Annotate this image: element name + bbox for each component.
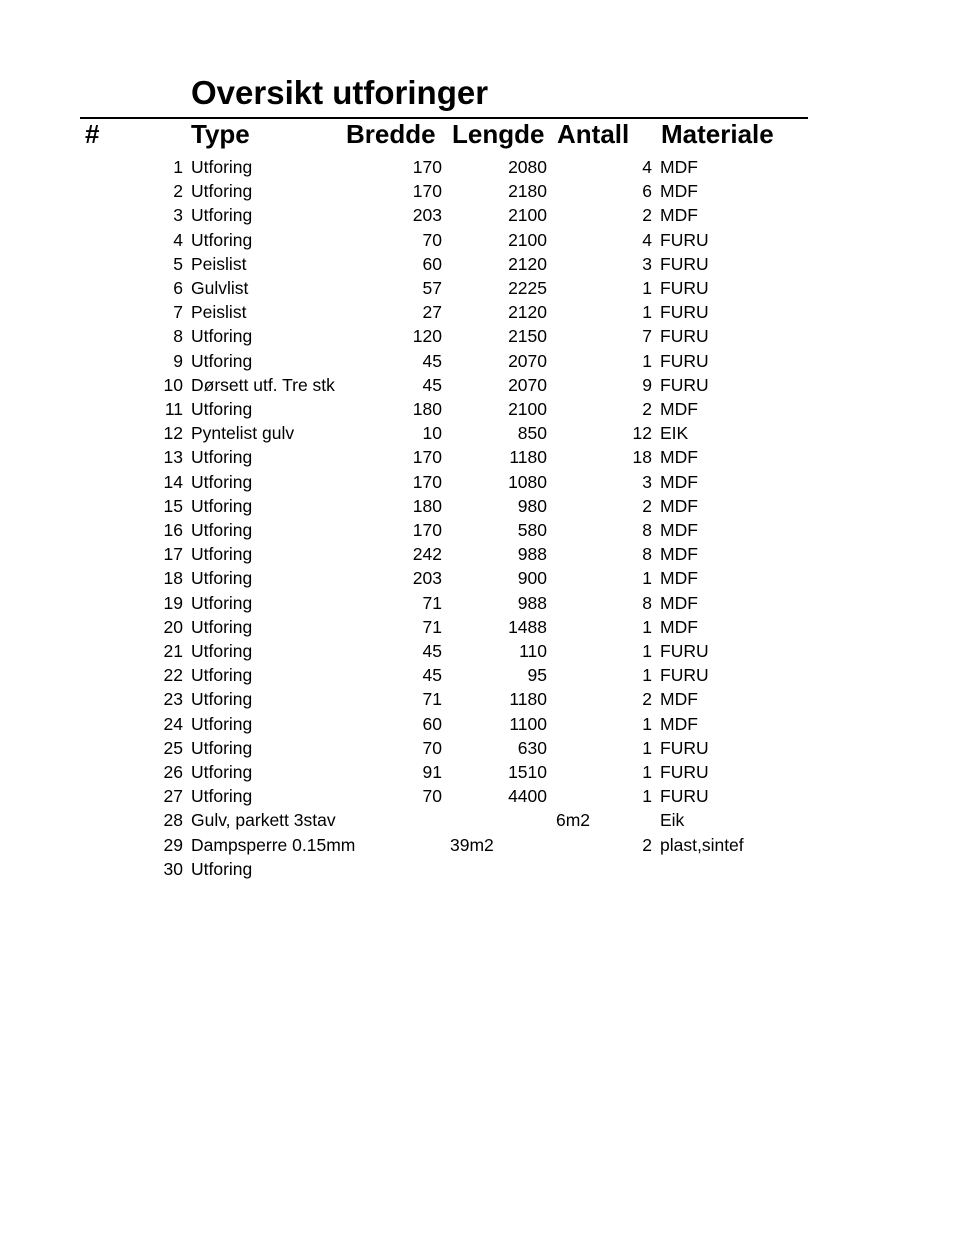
cell-bredde: 120: [412, 326, 442, 347]
row-number: 29: [163, 834, 183, 855]
table-row: [0, 228, 960, 252]
row-number: 6: [173, 278, 183, 298]
cell-lengde: 110: [519, 641, 547, 661]
cell-bredde: 70: [422, 786, 442, 807]
cell-materiale: FURU: [660, 786, 709, 807]
table-row: [0, 687, 960, 711]
row-number: 3: [173, 205, 183, 226]
cell-materiale: FURU: [660, 762, 709, 782]
row-number: 30: [163, 858, 183, 879]
row-number: 7: [173, 302, 183, 323]
header-num: #: [85, 119, 100, 149]
table-row: [0, 252, 960, 276]
cell-bredde: 71: [422, 592, 442, 613]
row-number: 20: [163, 616, 183, 637]
row-number: 15: [163, 495, 183, 516]
cell-antall: 12: [632, 423, 652, 444]
cell-antall: 1: [642, 713, 652, 734]
cell-antall: 8: [642, 520, 652, 540]
cell-antall: 1: [642, 737, 652, 758]
row-number: 2: [173, 181, 183, 202]
header-antall: Antall: [557, 119, 630, 149]
cell-materiale: FURU: [660, 253, 709, 274]
table-row: [0, 373, 960, 397]
cell-type: Gulvlist: [191, 278, 249, 298]
cell-lengde: 2100: [508, 229, 547, 250]
cell-type: Dampsperre 0.15mm: [191, 834, 356, 855]
cell-antall: 1: [642, 568, 652, 589]
cell-materiale: MDF: [660, 157, 698, 177]
cell-type: Utforing: [191, 858, 253, 879]
cell-type: Pyntelist gulv: [191, 423, 295, 444]
cell-materiale: FURU: [660, 374, 709, 395]
cell-materiale: FURU: [660, 641, 709, 661]
row-number: 13: [163, 447, 183, 468]
row-number: 18: [163, 568, 183, 589]
cell-lengde: 1100: [509, 713, 547, 734]
table-row: [0, 445, 960, 469]
cell-lengde: 2080: [508, 157, 547, 177]
cell-type: Utforing: [191, 157, 253, 177]
table-row: [0, 349, 960, 373]
cell-type: Utforing: [191, 229, 253, 250]
cell-lengde: 1180: [509, 689, 547, 710]
cell-materiale: FURU: [660, 350, 709, 371]
cell-materiale: MDF: [660, 205, 698, 226]
table-row: [0, 494, 960, 518]
cell-type: Utforing: [191, 350, 253, 371]
cell-type: Peislist: [191, 302, 247, 323]
cell-materiale: FURU: [660, 737, 709, 758]
header-type: Type: [191, 119, 250, 149]
cell-antall: 3: [642, 253, 652, 274]
cell-antall: 8: [642, 592, 652, 613]
header-lengde: Lengde: [452, 119, 545, 149]
table-row: [0, 179, 960, 203]
row-number: 8: [173, 326, 183, 347]
cell-type: Utforing: [191, 616, 253, 637]
table-row: [0, 542, 960, 566]
cell-bredde: 170: [412, 447, 442, 468]
cell-bredde: 71: [422, 689, 442, 710]
cell-lengde: 2070: [508, 374, 547, 395]
cell-lengde: 630: [517, 737, 547, 758]
cell-bredde: 27: [422, 302, 442, 323]
row-number: 11: [164, 399, 183, 419]
cell-antall: 18: [632, 447, 652, 468]
row-number: 10: [163, 374, 183, 395]
cell-materiale: FURU: [660, 665, 709, 686]
cell-lengde: 39m2: [450, 834, 494, 855]
table-row: [0, 300, 960, 324]
cell-bredde: 170: [412, 181, 442, 202]
row-number: 12: [163, 423, 183, 444]
cell-lengde: 2070: [508, 350, 547, 371]
cell-lengde: 2180: [508, 181, 547, 202]
cell-antall: 9: [642, 374, 652, 395]
cell-lengde: 580: [517, 520, 547, 540]
cell-materiale: FURU: [660, 229, 709, 250]
cell-antall: 6: [642, 181, 652, 202]
row-number: 9: [173, 350, 183, 371]
cell-antall: 4: [642, 229, 652, 250]
row-number: 19: [163, 592, 183, 613]
cell-bredde: 91: [422, 762, 442, 782]
cell-bredde: 57: [422, 278, 442, 298]
cell-type: Gulv, parkett 3stav: [191, 810, 336, 831]
cell-antall: 1: [642, 641, 652, 661]
row-number: 16: [163, 520, 183, 540]
cell-bredde: 242: [412, 544, 442, 565]
cell-materiale: Eik: [660, 810, 685, 831]
cell-lengde: 95: [527, 665, 547, 686]
row-number: 5: [173, 253, 183, 274]
cell-type: Utforing: [191, 568, 253, 589]
cell-bredde: 45: [422, 641, 442, 661]
cell-lengde: 2225: [508, 278, 547, 298]
header-materiale: Materiale: [661, 119, 774, 149]
table-row: [0, 397, 960, 421]
cell-antall: 4: [642, 157, 652, 177]
cell-type: Utforing: [191, 762, 253, 782]
cell-lengde: 1180: [509, 447, 547, 468]
cell-bredde: 203: [412, 568, 442, 589]
cell-type: Utforing: [191, 181, 253, 202]
cell-type: Peislist: [191, 253, 247, 274]
cell-materiale: MDF: [660, 520, 698, 540]
cell-lengde: 1510: [508, 762, 547, 782]
cell-type: Utforing: [191, 205, 253, 226]
cell-type: Utforing: [191, 520, 253, 540]
cell-lengde: 980: [517, 495, 547, 516]
row-number: 23: [163, 689, 183, 710]
cell-materiale: MDF: [660, 713, 698, 734]
table-row: [0, 421, 960, 445]
table-row: [0, 760, 960, 784]
cell-type: Utforing: [191, 447, 253, 468]
cell-materiale: EIK: [660, 423, 689, 444]
cell-materiale: MDF: [660, 399, 698, 419]
cell-bredde: 45: [422, 665, 442, 686]
header-bredde: Bredde: [346, 119, 436, 149]
row-number: 21: [163, 641, 183, 661]
cell-lengde: 850: [517, 423, 547, 444]
cell-antall: 1: [642, 786, 652, 807]
cell-bredde: 60: [422, 713, 442, 734]
row-number: 4: [173, 229, 183, 250]
cell-lengde: 2100: [508, 399, 547, 419]
cell-bredde: 70: [422, 229, 442, 250]
cell-lengde: 1488: [508, 616, 547, 637]
cell-bredde: 203: [412, 205, 442, 226]
table-row: [0, 518, 960, 542]
cell-materiale: MDF: [660, 471, 698, 492]
row-number: 24: [163, 713, 183, 734]
cell-bredde: 71: [422, 616, 442, 637]
cell-lengde: 2100: [508, 205, 547, 226]
cell-bredde: 170: [412, 157, 442, 177]
row-number: 14: [163, 471, 183, 492]
cell-lengde: 2120: [508, 302, 547, 323]
cell-bredde: 70: [422, 737, 442, 758]
table-row: [0, 276, 960, 300]
table-row: [0, 712, 960, 736]
table-row: [0, 324, 960, 348]
cell-materiale: FURU: [660, 326, 709, 347]
cell-lengde: 988: [517, 544, 547, 565]
cell-antall: 8: [642, 544, 652, 565]
cell-bredde: 170: [412, 471, 442, 492]
table-row: [0, 736, 960, 760]
cell-bredde: 180: [412, 399, 442, 419]
cell-type: Utforing: [191, 641, 253, 661]
cell-antall: 1: [642, 302, 652, 323]
cell-materiale: MDF: [660, 181, 698, 202]
cell-materiale: MDF: [660, 689, 698, 710]
cell-materiale: FURU: [660, 302, 709, 323]
row-number: 27: [163, 786, 183, 807]
cell-bredde: 60: [422, 253, 442, 274]
cell-type: Utforing: [191, 592, 253, 613]
cell-bredde: 45: [422, 374, 442, 395]
row-number: 17: [163, 544, 183, 565]
cell-type: Utforing: [191, 737, 253, 758]
cell-antall: 1: [642, 278, 652, 298]
cell-lengde: 988: [517, 592, 547, 613]
cell-type: Utforing: [191, 471, 253, 492]
cell-type: Utforing: [191, 544, 253, 565]
cell-antall: 2: [642, 495, 652, 516]
cell-bredde: 45: [422, 350, 442, 371]
row-number: 22: [163, 665, 183, 686]
cell-antall: 2: [642, 399, 652, 419]
cell-materiale: FURU: [660, 278, 709, 298]
cell-antall: 2: [642, 689, 652, 710]
table-row: [0, 808, 960, 832]
cell-type: Utforing: [191, 399, 253, 419]
cell-antall: 2: [642, 834, 652, 855]
table-row: [0, 566, 960, 590]
cell-bredde: 180: [412, 495, 442, 516]
row-number: 25: [163, 737, 183, 758]
cell-type: Utforing: [191, 689, 253, 710]
cell-lengde: 1080: [508, 471, 547, 492]
cell-bredde: 170: [412, 520, 442, 540]
cell-antall: 1: [642, 665, 652, 686]
table-row: [0, 203, 960, 227]
cell-lengde: 2150: [508, 326, 547, 347]
cell-antall: 1: [642, 762, 652, 782]
cell-materiale: MDF: [660, 616, 698, 637]
cell-type: Utforing: [191, 786, 253, 807]
cell-antall: 1: [642, 616, 652, 637]
cell-lengde: 2120: [508, 253, 547, 274]
cell-bredde: 10: [422, 423, 442, 444]
cell-type: Utforing: [191, 326, 253, 347]
cell-antall: 2: [642, 205, 652, 226]
cell-materiale: MDF: [660, 447, 698, 468]
row-number: 1: [173, 157, 183, 177]
cell-antall: 1: [642, 350, 652, 371]
cell-antall: 3: [642, 471, 652, 492]
table-row: [0, 639, 960, 663]
cell-type: Dørsett utf. Tre stk: [191, 374, 335, 395]
cell-antall: 7: [642, 326, 652, 347]
cell-lengde: 900: [517, 568, 547, 589]
table-row: [0, 663, 960, 687]
cell-materiale: MDF: [660, 568, 698, 589]
table-row: [0, 784, 960, 808]
table-row: [0, 615, 960, 639]
cell-materiale: plast,sintef: [660, 834, 744, 855]
table-row: [0, 833, 960, 857]
row-number: 26: [163, 762, 183, 782]
table-row: [0, 591, 960, 615]
cell-type: Utforing: [191, 665, 253, 686]
row-number: 28: [163, 810, 183, 831]
cell-materiale: MDF: [660, 592, 698, 613]
cell-type: Utforing: [191, 713, 253, 734]
table-row: [0, 155, 960, 179]
page-title: Oversikt utforinger: [191, 74, 489, 111]
cell-antall: 6m2: [556, 810, 591, 831]
cell-materiale: MDF: [660, 544, 698, 565]
cell-lengde: 4400: [508, 786, 547, 807]
table-row: [0, 470, 960, 494]
table-row: [0, 857, 960, 881]
cell-materiale: MDF: [660, 495, 698, 516]
cell-type: Utforing: [191, 495, 253, 516]
